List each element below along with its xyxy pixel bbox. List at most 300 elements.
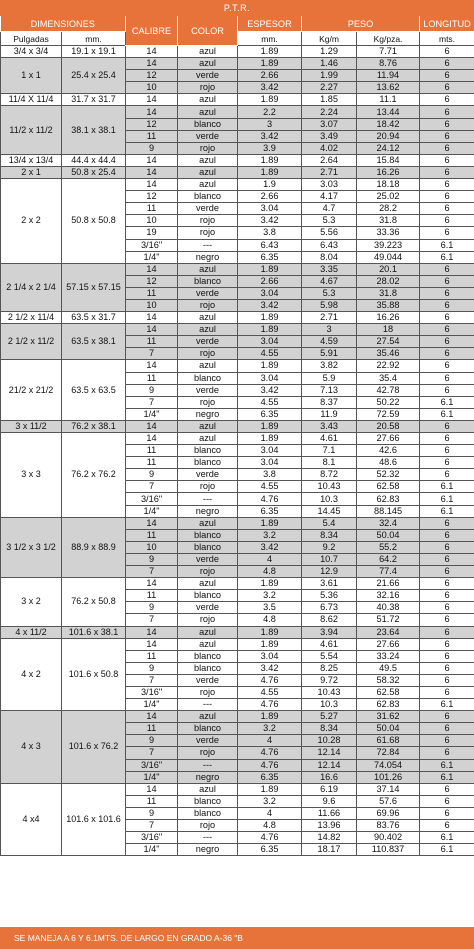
longitud-cell: 6.1 [420,239,474,251]
color-cell: blanco [178,723,238,735]
color-cell: blanco [178,662,238,674]
calibre-cell: 12 [126,70,178,82]
kgm-cell: 10.7 [302,553,357,565]
espesor-cell: 6.43 [238,239,302,251]
espesor-cell: 3.8 [238,469,302,481]
calibre-cell: 14 [126,324,178,336]
calibre-cell: 1/4" [126,771,178,783]
color-cell: rojo [178,747,238,759]
kgpza-cell: 62.58 [357,686,420,698]
espesor-cell: 2.2 [238,106,302,118]
mm-cell: 63.5 x 31.7 [62,312,126,324]
color-cell: blanco [178,275,238,287]
mm-cell: 44.4 x 44.4 [62,154,126,166]
calibre-cell: 10 [126,82,178,94]
kgm-cell: 4.61 [302,433,357,445]
kgpza-cell: 25.02 [357,191,420,203]
kgm-cell: 4.17 [302,191,357,203]
color-cell: azul [178,179,238,191]
espesor-cell: 1.89 [238,166,302,178]
kgpza-cell: 13.62 [357,82,420,94]
espesor-cell: 3.8 [238,227,302,239]
longitud-cell: 6 [420,191,474,203]
calibre-cell: 14 [126,58,178,70]
pulgadas-cell: 2 1/2 x 11/2 [1,324,62,360]
table-row [1,711,474,723]
kgpza-cell: 74.054 [357,759,420,771]
espesor-cell: 1.89 [238,263,302,275]
longitud-cell: 6 [420,566,474,578]
kgm-cell: 5.3 [302,215,357,227]
kgm-cell: 8.37 [302,396,357,408]
kgpza-cell: 15.84 [357,154,420,166]
color-cell: rojo [178,299,238,311]
kgpza-cell: 33.36 [357,227,420,239]
espesor-cell: 1.89 [238,94,302,106]
color-cell: azul [178,106,238,118]
color-cell: azul [178,360,238,372]
espesor-cell: 3.42 [238,384,302,396]
longitud-cell: 6.1 [420,408,474,420]
espesor-cell: 3.42 [238,82,302,94]
kgm-cell: 7.1 [302,445,357,457]
color-cell: negro [178,505,238,517]
kgpza-cell: 11.94 [357,70,420,82]
kgm-cell: 18.17 [302,844,357,856]
longitud-cell: 6.1 [420,251,474,263]
calibre-cell: 11 [126,457,178,469]
longitud-cell: 6 [420,324,474,336]
longitud-cell: 6 [420,227,474,239]
longitud-cell: 6 [420,154,474,166]
kgm-cell: 16.6 [302,771,357,783]
pulgadas-cell: 21/2 x 21/2 [1,360,62,420]
color-cell: rojo [178,820,238,832]
kgpza-cell: 52.32 [357,469,420,481]
espesor-cell: 1.89 [238,517,302,529]
kgm-cell: 3.35 [302,263,357,275]
longitud-cell: 6 [420,70,474,82]
header-mts: mts. [420,32,474,46]
longitud-cell: 6 [420,662,474,674]
kgpza-cell: 110.837 [357,844,420,856]
color-cell: negro [178,771,238,783]
espesor-cell: 3.04 [238,203,302,215]
calibre-cell: 7 [126,820,178,832]
longitud-cell: 6 [420,179,474,191]
espesor-cell: 4.55 [238,686,302,698]
kgpza-cell: 39.223 [357,239,420,251]
calibre-cell: 11 [126,287,178,299]
table-row [1,263,474,275]
calibre-cell: 14 [126,638,178,650]
color-cell: rojo [178,348,238,360]
kgpza-cell: 101.26 [357,771,420,783]
color-cell: azul [178,58,238,70]
espesor-cell: 3.04 [238,336,302,348]
calibre-cell: 9 [126,662,178,674]
footer-note: SE MANEJA A 6 Y 6.1MTS. DE LARGO EN GRADO A-36 "B [0,927,474,949]
kgpza-cell: 28.02 [357,275,420,287]
espesor-cell: 4.76 [238,674,302,686]
longitud-cell: 6 [420,58,474,70]
kgpza-cell: 83.76 [357,820,420,832]
header-espesor: ESPESOR [238,16,302,32]
kgm-cell: 8.04 [302,251,357,263]
kgm-cell: 8.1 [302,457,357,469]
page-title: P.T.R. [0,0,474,16]
kgm-cell: 11.66 [302,807,357,819]
kgpza-cell: 13.44 [357,106,420,118]
espesor-cell: 4.76 [238,759,302,771]
kgpza-cell: 23.64 [357,626,420,638]
calibre-cell: 9 [126,469,178,481]
kgpza-cell: 62.83 [357,493,420,505]
calibre-cell: 1/4" [126,505,178,517]
espesor-cell: 4.76 [238,747,302,759]
color-cell: verde [178,287,238,299]
kgm-cell: 14.82 [302,832,357,844]
pulgadas-cell: 2 1/2 x 11/4 [1,312,62,324]
kgpza-cell: 51.72 [357,614,420,626]
pulgadas-cell: 2 x 1 [1,166,62,178]
pulgadas-cell: 3/4 x 3/4 [1,46,62,58]
kgm-cell: 4.02 [302,142,357,154]
calibre-cell: 14 [126,106,178,118]
longitud-cell: 6 [420,626,474,638]
espesor-cell: 3.42 [238,215,302,227]
longitud-cell: 6.1 [420,699,474,711]
kgm-cell: 7.13 [302,384,357,396]
espesor-cell: 4.76 [238,493,302,505]
longitud-cell: 6 [420,614,474,626]
mm-cell: 38.1 x 38.1 [62,106,126,154]
table-row [1,783,474,795]
longitud-cell: 6 [420,783,474,795]
kgpza-cell: 22.92 [357,360,420,372]
longitud-cell: 6 [420,820,474,832]
kgpza-cell: 62.58 [357,481,420,493]
color-cell: negro [178,408,238,420]
calibre-cell: 14 [126,312,178,324]
color-cell: azul [178,154,238,166]
kgm-cell: 5.98 [302,299,357,311]
espesor-cell: 3.42 [238,130,302,142]
espesor-cell: 4.55 [238,396,302,408]
kgm-cell: 8.25 [302,662,357,674]
kgpza-cell: 32.4 [357,517,420,529]
longitud-cell: 6 [420,445,474,457]
kgpza-cell: 50.04 [357,723,420,735]
espesor-cell: 3.04 [238,445,302,457]
calibre-cell: 7 [126,348,178,360]
calibre-cell: 7 [126,614,178,626]
kgpza-cell: 69.96 [357,807,420,819]
kgm-cell: 2.71 [302,312,357,324]
longitud-cell: 6.1 [420,505,474,517]
table-row [1,638,474,650]
mm-cell: 101.6 x 38.1 [62,626,126,638]
espesor-cell: 1.89 [238,324,302,336]
mm-cell: 63.5 x 63.5 [62,360,126,420]
header-kgpza: Kg/pza. [357,32,420,46]
longitud-cell: 6 [420,553,474,565]
kgm-cell: 6.73 [302,602,357,614]
espesor-cell: 1.89 [238,711,302,723]
kgm-cell: 5.56 [302,227,357,239]
mm-cell: 19.1 x 19.1 [62,46,126,58]
pulgadas-cell: 3 x 2 [1,578,62,626]
calibre-cell: 1/4" [126,251,178,263]
calibre-cell: 11 [126,723,178,735]
kgm-cell: 2.64 [302,154,357,166]
longitud-cell: 6 [420,735,474,747]
espesor-cell: 4.8 [238,820,302,832]
kgm-cell: 8.34 [302,529,357,541]
kgm-cell: 5.3 [302,287,357,299]
longitud-cell: 6.1 [420,481,474,493]
pulgadas-cell: 1 x 1 [1,58,62,94]
calibre-cell: 10 [126,541,178,553]
kgm-cell: 12.14 [302,747,357,759]
longitud-cell: 6.1 [420,771,474,783]
kgm-cell: 6.19 [302,783,357,795]
color-cell: azul [178,783,238,795]
kgpza-cell: 57.6 [357,795,420,807]
kgpza-cell: 55.2 [357,541,420,553]
color-cell: azul [178,433,238,445]
kgpza-cell: 35.88 [357,299,420,311]
color-cell: --- [178,239,238,251]
espesor-cell: 3.42 [238,541,302,553]
espesor-cell: 6.35 [238,408,302,420]
calibre-cell: 3/16" [126,686,178,698]
longitud-cell: 6 [420,541,474,553]
table-row [1,324,474,336]
longitud-cell: 6 [420,420,474,432]
kgm-cell: 4.67 [302,275,357,287]
kgpza-cell: 35.46 [357,348,420,360]
color-cell: rojo [178,142,238,154]
longitud-cell: 6 [420,46,474,58]
kgpza-cell: 31.8 [357,287,420,299]
espesor-cell: 4.76 [238,699,302,711]
mm-cell: 76.2 x 76.2 [62,433,126,518]
espesor-cell: 6.35 [238,505,302,517]
pulgadas-cell: 2 x 2 [1,179,62,264]
kgm-cell: 11.9 [302,408,357,420]
color-cell: azul [178,578,238,590]
kgm-cell: 3.07 [302,118,357,130]
calibre-cell: 19 [126,227,178,239]
longitud-cell: 6.1 [420,396,474,408]
color-cell: blanco [178,445,238,457]
kgm-cell: 5.91 [302,348,357,360]
color-cell: azul [178,166,238,178]
kgpza-cell: 62.83 [357,699,420,711]
calibre-cell: 1/4" [126,844,178,856]
longitud-cell: 6 [420,275,474,287]
color-cell: --- [178,759,238,771]
calibre-cell: 14 [126,360,178,372]
kgpza-cell: 72.59 [357,408,420,420]
kgpza-cell: 35.4 [357,372,420,384]
color-cell: blanco [178,795,238,807]
kgpza-cell: 40.38 [357,602,420,614]
kgpza-cell: 42.78 [357,384,420,396]
calibre-cell: 9 [126,807,178,819]
kgm-cell: 10.28 [302,735,357,747]
kgm-cell: 12.9 [302,566,357,578]
espesor-cell: 2.66 [238,70,302,82]
kgpza-cell: 20.1 [357,263,420,275]
color-cell: verde [178,336,238,348]
longitud-cell: 6 [420,263,474,275]
kgm-cell: 8.62 [302,614,357,626]
kgpza-cell: 21.66 [357,578,420,590]
kgpza-cell: 31.62 [357,711,420,723]
calibre-cell: 14 [126,578,178,590]
longitud-cell: 6 [420,638,474,650]
color-cell: verde [178,70,238,82]
kgm-cell: 10.3 [302,699,357,711]
table-row [1,106,474,118]
longitud-cell: 6 [420,94,474,106]
pulgadas-cell: 4 x 2 [1,638,62,711]
kgpza-cell: 11.1 [357,94,420,106]
color-cell: --- [178,699,238,711]
kgm-cell: 3.49 [302,130,357,142]
espesor-cell: 1.89 [238,638,302,650]
kgm-cell: 8.72 [302,469,357,481]
calibre-cell: 14 [126,154,178,166]
kgpza-cell: 50.04 [357,529,420,541]
color-cell: blanco [178,529,238,541]
kgm-cell: 3.94 [302,626,357,638]
espesor-cell: 6.35 [238,844,302,856]
calibre-cell: 14 [126,179,178,191]
mm-cell: 25.4 x 25.4 [62,58,126,94]
calibre-cell: 3/16" [126,239,178,251]
espesor-cell: 1.89 [238,626,302,638]
longitud-cell: 6.1 [420,759,474,771]
espesor-cell: 1.89 [238,154,302,166]
espesor-cell: 1.9 [238,179,302,191]
espesor-cell: 1.89 [238,578,302,590]
calibre-cell: 14 [126,46,178,58]
kgm-cell: 5.4 [302,517,357,529]
mm-cell: 50.8 x 25.4 [62,166,126,178]
longitud-cell: 6 [420,433,474,445]
kgm-cell: 1.85 [302,94,357,106]
espesor-cell: 1.89 [238,420,302,432]
espesor-cell: 4.55 [238,481,302,493]
kgm-cell: 3.43 [302,420,357,432]
color-cell: verde [178,674,238,686]
longitud-cell: 6 [420,299,474,311]
longitud-cell: 6.1 [420,844,474,856]
longitud-cell: 6 [420,650,474,662]
espesor-cell: 6.35 [238,251,302,263]
table-row [1,517,474,529]
kgm-cell: 3.03 [302,179,357,191]
color-cell: rojo [178,396,238,408]
espesor-cell: 3.2 [238,590,302,602]
color-cell: rojo [178,215,238,227]
calibre-cell: 11 [126,372,178,384]
calibre-cell: 10 [126,215,178,227]
kgm-cell: 2.24 [302,106,357,118]
espesor-cell: 3.42 [238,662,302,674]
calibre-cell: 1/4" [126,408,178,420]
kgpza-cell: 24.12 [357,142,420,154]
color-cell: rojo [178,614,238,626]
calibre-cell: 14 [126,420,178,432]
espesor-cell: 1.89 [238,433,302,445]
color-cell: --- [178,832,238,844]
pulgadas-cell: 3 x 3 [1,433,62,518]
color-cell: azul [178,711,238,723]
kgpza-cell: 27.66 [357,638,420,650]
header-kgm: Kg/m [302,32,357,46]
longitud-cell: 6.1 [420,493,474,505]
mm-cell: 101.6 x 50.8 [62,638,126,711]
kgm-cell: 10.43 [302,481,357,493]
kgm-cell: 12.14 [302,759,357,771]
kgpza-cell: 16.26 [357,312,420,324]
longitud-cell: 6 [420,215,474,227]
table-row [1,154,474,166]
espesor-cell: 2.66 [238,191,302,203]
kgm-cell: 9.2 [302,541,357,553]
kgm-cell: 4.59 [302,336,357,348]
kgm-cell: 5.9 [302,372,357,384]
color-cell: blanco [178,372,238,384]
mm-cell: 57.15 x 57.15 [62,263,126,311]
color-cell: azul [178,420,238,432]
longitud-cell: 6 [420,795,474,807]
espesor-cell: 3.9 [238,142,302,154]
calibre-cell: 14 [126,94,178,106]
table-row [1,46,474,58]
calibre-cell: 11 [126,130,178,142]
color-cell: verde [178,384,238,396]
kgpza-cell: 20.58 [357,420,420,432]
kgpza-cell: 20.94 [357,130,420,142]
calibre-cell: 9 [126,384,178,396]
kgpza-cell: 77.4 [357,566,420,578]
color-cell: verde [178,553,238,565]
kgm-cell: 14.45 [302,505,357,517]
kgpza-cell: 37.14 [357,783,420,795]
longitud-cell: 6.1 [420,832,474,844]
pulgadas-cell: 4 x 11/2 [1,626,62,638]
calibre-cell: 14 [126,433,178,445]
mm-cell: 63.5 x 38.1 [62,324,126,360]
table-row [1,626,474,638]
calibre-cell: 11 [126,203,178,215]
color-cell: blanco [178,457,238,469]
color-cell: rojo [178,82,238,94]
longitud-cell: 6 [420,807,474,819]
color-cell: blanco [178,590,238,602]
kgpza-cell: 61.68 [357,735,420,747]
espesor-cell: 3.04 [238,372,302,384]
calibre-cell: 12 [126,275,178,287]
color-cell: rojo [178,686,238,698]
mm-cell: 50.8 x 50.8 [62,179,126,264]
kgpza-cell: 18 [357,324,420,336]
